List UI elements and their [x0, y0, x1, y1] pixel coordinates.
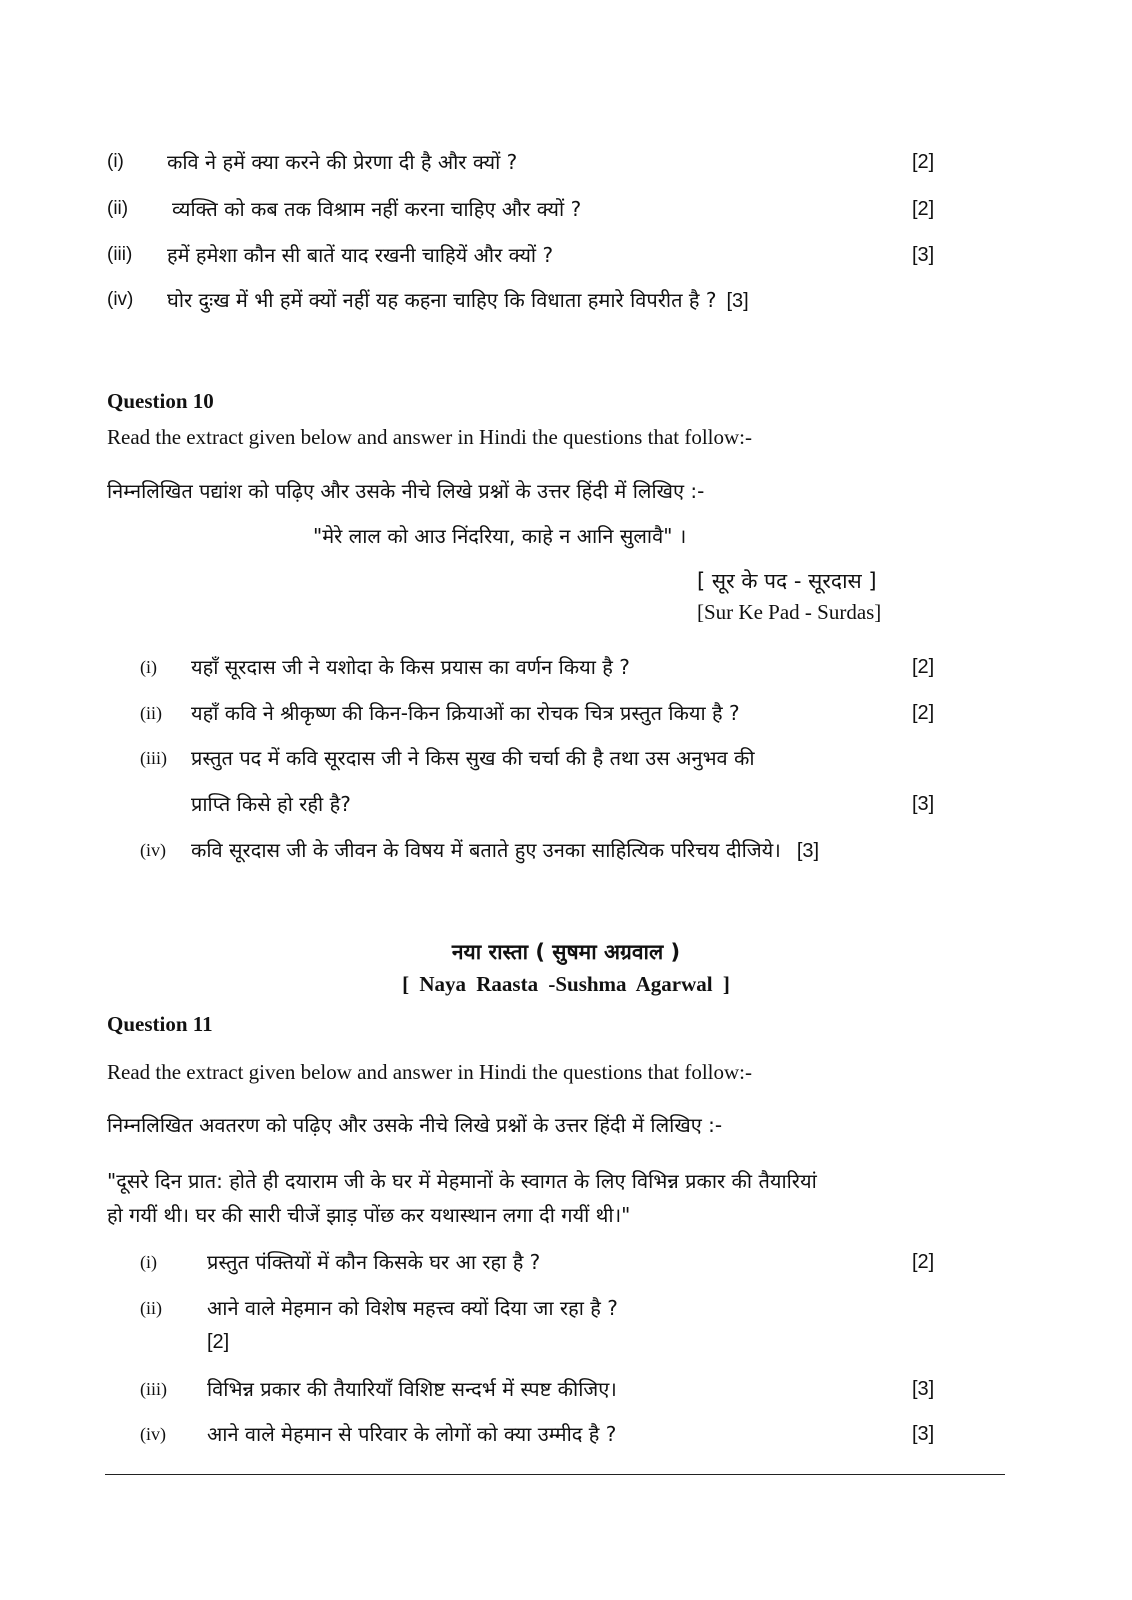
- item-marks: [2]: [207, 1331, 230, 1353]
- question-item-marks-row: [0, 1327, 1132, 1357]
- question-item: [0, 743, 1132, 773]
- section-heading-hindi: नया रास्ता ( सुषमा अग्रवाल ): [451, 940, 681, 964]
- item-label: (iv): [140, 1424, 166, 1444]
- question-item: [0, 698, 1132, 728]
- question-item: [0, 652, 1132, 682]
- item-text-continued: प्राप्ति किसे हो रही है?: [191, 792, 351, 816]
- item-marks: [3]: [912, 1423, 935, 1445]
- item-marks: [3]: [726, 290, 749, 312]
- question-heading: Question 10: [107, 389, 214, 413]
- question-item: [0, 285, 1132, 315]
- item-label: (iv): [140, 840, 166, 860]
- question-item-continued: [0, 789, 1132, 819]
- instruction-english: Read the extract given below and answer in Hindi the questions that follow:-: [107, 425, 753, 449]
- question-item: [0, 194, 1132, 224]
- item-text: कवि सूरदास जी के जीवन के विषय में बताते हुए उनका साहित्यिक परिचय दीजिये।: [191, 838, 781, 862]
- item-label: (ii): [107, 198, 129, 219]
- item-marks: [3]: [796, 840, 820, 862]
- item-label: (i): [107, 151, 124, 172]
- item-label: (ii): [140, 703, 162, 723]
- item-marks: [2]: [912, 656, 935, 678]
- question-item: [0, 1374, 1132, 1404]
- source-english: [Sur Ke Pad - Surdas]: [697, 600, 882, 624]
- item-text: विभिन्न प्रकार की तैयारियाँ विशिष्ट सन्दर्भ में स्पष्ट कीजिए।: [207, 1377, 617, 1401]
- item-text: यहाँ सूरदास जी ने यशोदा के किस प्रयास का वर्णन किया है ?: [191, 655, 630, 679]
- footer-divider: [105, 1474, 1005, 1475]
- question-item: [0, 1247, 1132, 1277]
- item-text: यहाँ कवि ने श्रीकृष्ण की किन-किन क्रियाओं का रोचक चित्र प्रस्तुत किया है ?: [191, 701, 740, 725]
- item-marks: [3]: [912, 793, 935, 815]
- item-text: आने वाले मेहमान से परिवार के लोगों को क्या उम्मीद है ?: [207, 1422, 617, 1446]
- item-marks: [2]: [912, 151, 935, 173]
- item-text: प्रस्तुत पद में कवि सूरदास जी ने किस सुख की चर्चा की है तथा उस अनुभव की: [191, 746, 755, 770]
- item-text: कवि ने हमें क्या करने की प्रेरणा दी है और क्यों ?: [167, 150, 518, 174]
- item-label: (iv): [107, 289, 134, 310]
- extract-quote: "मेरे लाल को आउ निंदरिया, काहे न आनि सुलावै" ।: [313, 524, 687, 548]
- instruction-hindi: निम्नलिखित अवतरण को पढ़िए और उसके नीचे लिखे प्रश्नों के उत्तर हिंदी में लिखिए :-: [107, 1113, 723, 1137]
- item-label: (iii): [140, 748, 167, 768]
- item-label: (iii): [107, 244, 133, 265]
- item-content: [191, 835, 819, 868]
- question-item: [0, 1293, 1132, 1323]
- question-item: [0, 240, 1132, 270]
- source-hindi: [ सूर के पद - सूरदास ]: [697, 569, 877, 593]
- item-marks: [2]: [912, 198, 935, 220]
- instruction-english: Read the extract given below and answer in Hindi the questions that follow:-: [107, 1060, 753, 1084]
- item-text: हमें हमेशा कौन सी बातें याद रखनी चाहियें और क्यों ?: [167, 243, 554, 267]
- item-content: [167, 285, 749, 318]
- section-heading-english: [ Naya Raasta -Sushma Agarwal ]: [402, 972, 730, 996]
- question-item: [0, 147, 1132, 177]
- instruction-hindi: निम्नलिखित पद्यांश को पढ़िए और उसके नीचे लिखे प्रश्नों के उत्तर हिंदी में लिखिए :-: [107, 479, 705, 503]
- item-label: (i): [140, 1252, 157, 1272]
- item-label: (iii): [140, 1379, 167, 1399]
- item-marks: [3]: [912, 244, 935, 266]
- item-marks: [3]: [912, 1378, 935, 1400]
- item-text: व्यक्ति को कब तक विश्राम नहीं करना चाहिए और क्यों ?: [172, 197, 582, 221]
- item-text: प्रस्तुत पंक्तियों में कौन किसके घर आ रहा है ?: [207, 1250, 541, 1274]
- extract-line: हो गयीं थी। घर की सारी चीजें झाड़ पोंछ कर यथास्थान लगा दी गयीं थी।": [107, 1203, 631, 1227]
- item-marks: [2]: [912, 702, 935, 724]
- question-item: [0, 835, 1132, 865]
- item-text: आने वाले मेहमान को विशेष महत्त्व क्यों दिया जा रहा है ?: [207, 1296, 618, 1320]
- question-item: [0, 1419, 1132, 1449]
- question-heading: Question 11: [107, 1012, 213, 1036]
- extract-line: "दूसरे दिन प्रात: होते ही दयाराम जी के घर में मेहमानों के स्वागत के लिए विभिन्न प्रकार की तैयारियां: [107, 1169, 817, 1193]
- item-label: (i): [140, 657, 157, 677]
- item-label: (ii): [140, 1298, 162, 1318]
- item-text: घोर दुःख में भी हमें क्यों नहीं यह कहना चाहिए कि विधाता हमारे विपरीत है ?: [167, 288, 717, 312]
- item-marks: [2]: [912, 1251, 935, 1273]
